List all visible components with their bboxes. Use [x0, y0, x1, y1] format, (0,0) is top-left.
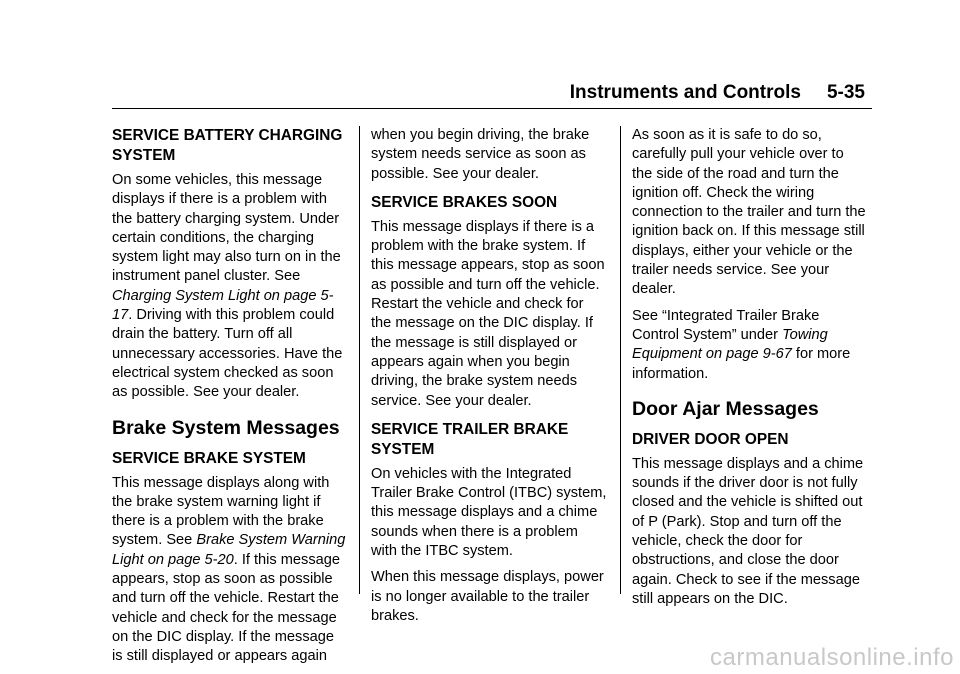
text: See “Integrated Trailer Brake Control System” under — [632, 307, 820, 343]
paragraph-continued: when you begin driving, the brake system needs service as soon as possible. See your dealer. — [371, 127, 590, 182]
paragraph-brakes-soon: This message displays if there is a problem with the brake system. If this message appears, stop as soon as possible and turn off the vehicle. Restart the vehicle and check for the message on the DIC display. If the message is still displayed or appears again when you begin driving, the brake system needs service. See your dealer. — [371, 218, 605, 409]
heading-driver-door-open: DRIVER DOOR OPEN — [632, 430, 789, 448]
paragraph-see-integrated — [632, 307, 868, 384]
watermark: carmanualsonline.info — [710, 644, 954, 671]
heading-service-trailer-brake: SERVICE TRAILER BRAKE SYSTEM — [371, 420, 569, 458]
column-1 — [112, 126, 348, 674]
heading-service-brakes-soon: SERVICE BRAKES SOON — [371, 193, 558, 211]
text: . If this message appears, stop as soon as possible and turn off the vehicle. Restart the vehicle and check for the message on the DIC display. If the message is still displayed or appears again — [112, 551, 340, 665]
header-rule — [112, 108, 872, 109]
text: . Driving with this problem could drain the battery. Turn off all unnecessary accessories. Have the electrical system checked as soon as possible. See your dealer. — [112, 307, 343, 401]
heading-brake-system-messages: Brake System Messages — [112, 416, 340, 439]
paragraph-driver-door: This message displays and a chime sounds if the driver door is not fully closed and the vehicle is shifted out of P (Park). Stop and turn off the vehicle, check the door for obstructions, and close the door again. Check to see if the message still appears on the DIC. — [632, 455, 864, 607]
column-divider-2 — [620, 126, 621, 594]
column-divider-1 — [359, 126, 360, 594]
text: On some vehicles, this message displays if there is a problem with the battery charging system. Under certain conditions, the charging system light may also turn on in the instrument panel cluster. See — [112, 172, 341, 285]
paragraph-trailer-2: When this message displays, power is no longer available to the trailer brakes. — [371, 569, 604, 624]
page-header — [570, 82, 865, 104]
column-3 — [632, 126, 868, 616]
page-reference: Brake System Warning Light on page 5-20 — [112, 532, 346, 568]
text: This message displays along with the brake system warning light if there is a problem with the brake system. See — [112, 474, 330, 549]
paragraph-safe: As soon as it is safe to do so, carefully pull your vehicle over to the side of the road and turn the ignition off. Check the wiring connection to the trailer and turn the ignition back on. If this message still displays, either your vehicle or the trailer needs service. See your dealer. — [632, 127, 866, 298]
paragraph-battery — [112, 171, 348, 403]
text: for more information. — [632, 346, 851, 382]
heading-service-brake-system: SERVICE BRAKE SYSTEM — [112, 449, 306, 467]
paragraph-brake — [112, 474, 348, 667]
paragraph-trailer-1: On vehicles with the Integrated Trailer Brake Control (ITBC) system, this message displays and a chime sounds when there is a problem with the ITBC system. — [371, 465, 607, 560]
heading-door-ajar-messages: Door Ajar Messages — [632, 397, 819, 420]
section-title: Instruments and Controls — [569, 82, 801, 103]
page-number: 5-35 — [826, 82, 865, 103]
page-reference: Charging System Light on page 5-17 — [112, 287, 334, 324]
page-reference: Towing Equipment on page 9-67 — [632, 326, 828, 363]
heading-service-battery: SERVICE BATTERY CHARGING SYSTEM — [112, 127, 343, 164]
column-2 — [371, 126, 607, 633]
